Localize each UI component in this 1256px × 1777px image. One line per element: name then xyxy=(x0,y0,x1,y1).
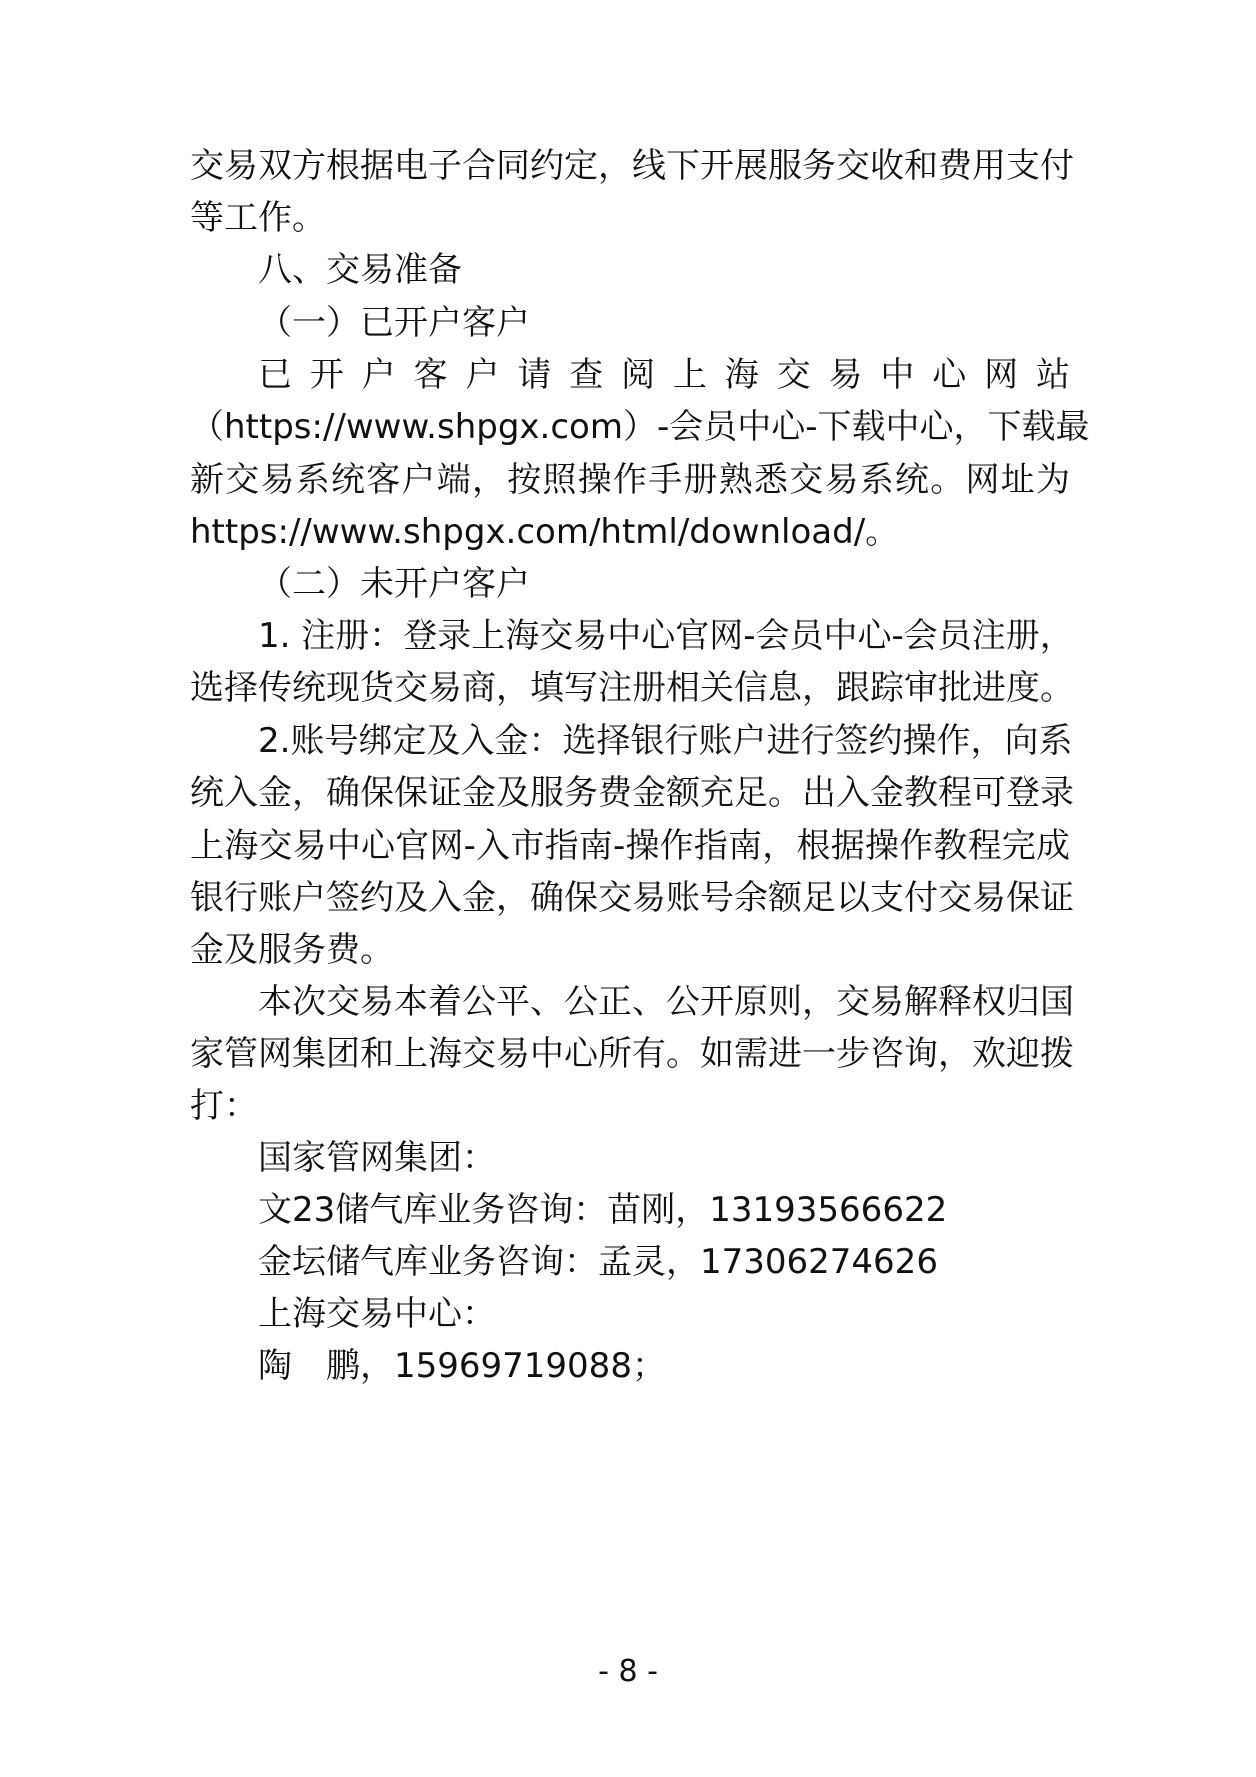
page-number: - 8 - xyxy=(598,1654,658,1689)
paragraph-line: （https://www.shpgx.com）-会员中心-下载中心，下载最 xyxy=(190,407,1090,447)
paragraph-line: 本次交易本着公平、公正、公开原则，交易解释权归国 xyxy=(258,982,1074,1022)
list-item-line: 选择传统现货交易商，填写注册相关信息，跟踪审批进度。 xyxy=(190,668,1074,708)
list-item-line: 上海交易中心官网-入市指南-操作指南，根据操作教程完成 xyxy=(190,826,1070,866)
subsection-heading: （一）已开户客户 xyxy=(258,303,530,343)
list-item-line: 银行账户签约及入金，确保交易账号余额足以支付交易保证 xyxy=(190,878,1074,918)
contact-org: 上海交易中心： xyxy=(258,1294,496,1334)
contact-line: 陶 鹏，15969719088； xyxy=(258,1346,666,1386)
section-heading: 八、交易准备 xyxy=(258,250,462,290)
paragraph-line: 新交易系统客户端，按照操作手册熟悉交易系统。网址为 xyxy=(190,460,1070,500)
paragraph-line: 等工作。 xyxy=(190,198,326,238)
contact-line: 文23储气库业务咨询：苗刚，13193566622 xyxy=(258,1190,948,1230)
paragraph-line: 家管网集团和上海交易中心所有。如需进一步咨询，欢迎拨 xyxy=(190,1034,1074,1074)
url-line: https://www.shpgx.com/html/download/。 xyxy=(190,512,900,552)
list-item-line: 1. 注册：登录上海交易中心官网-会员中心-会员注册， xyxy=(258,616,1074,656)
list-item-line: 2.账号绑定及入金：选择银行账户进行签约操作，向系 xyxy=(258,721,1073,761)
contact-line: 金坛储气库业务咨询：孟灵，17306274626 xyxy=(258,1242,938,1282)
list-item-line: 统入金，确保保证金及服务费金额充足。出入金教程可登录 xyxy=(190,773,1074,813)
paragraph-line: 打： xyxy=(190,1086,258,1126)
paragraph-line: 已开户客户请查阅上海交易中心网站 xyxy=(258,355,1070,395)
subsection-heading: （二）未开户客户 xyxy=(258,564,530,604)
contact-org: 国家管网集团： xyxy=(258,1138,496,1178)
list-item-line: 金及服务费。 xyxy=(190,930,394,970)
paragraph-line: 交易双方根据电子合同约定，线下开展服务交收和费用支付 xyxy=(190,146,1074,186)
